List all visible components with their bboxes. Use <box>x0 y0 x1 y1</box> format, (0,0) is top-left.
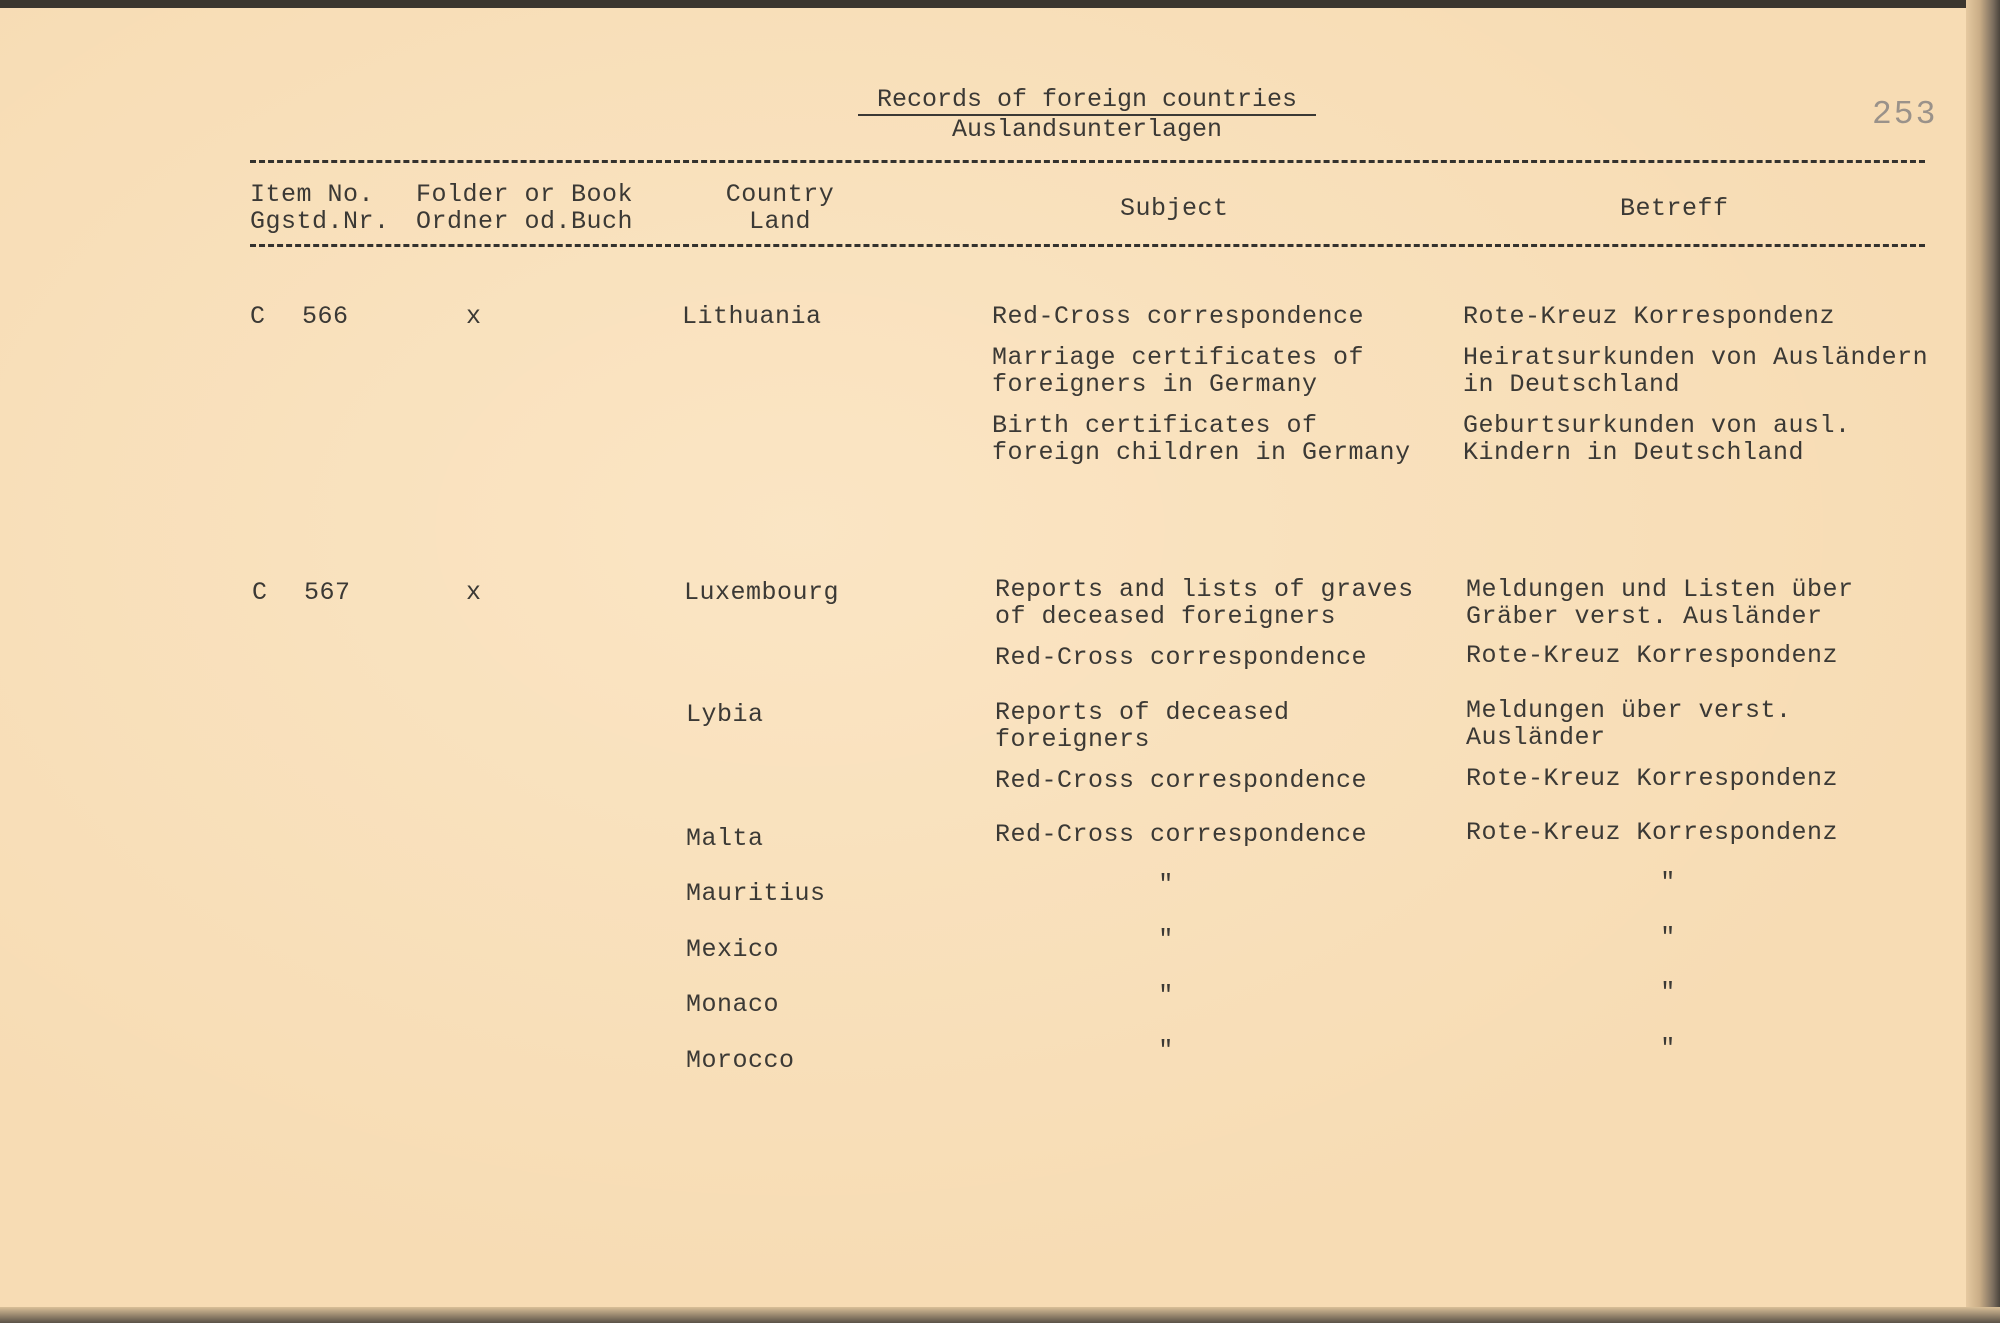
item-prefix: C <box>250 302 266 331</box>
subject-entry: Birth certificates of foreign children in Germany <box>992 411 1411 467</box>
betreff-entry: Meldungen über verst. Ausländer <box>1466 696 1792 752</box>
book-edge-bottom <box>0 1307 2000 1323</box>
country-name: Lithuania <box>682 302 822 331</box>
page-subtitle: Auslandsunterlagen <box>951 115 1223 144</box>
ditto-mark: " <box>1158 1036 1174 1065</box>
folder-mark: x <box>466 302 482 331</box>
col-header-betreff: Betreff <box>1620 194 1729 223</box>
betreff-entry: Meldungen und Listen über Gräber verst. Ausländer <box>1466 575 1854 631</box>
ditto-mark: " <box>1158 870 1174 899</box>
betreff-entry: Heiratsurkunden von Ausländern in Deutschland <box>1463 343 1929 399</box>
country-name: Lybia <box>686 700 764 729</box>
header-rule-top <box>250 160 1925 163</box>
title-block <box>858 86 1316 144</box>
ditto-mark: " <box>1158 925 1174 954</box>
subject-entry: Reports and lists of graves of deceased foreigners <box>995 575 1414 631</box>
subject-entry: Red-Cross correspondence <box>992 302 1365 331</box>
subject-entry: Red-Cross correspondence <box>995 766 1368 795</box>
folder-mark: x <box>466 578 482 607</box>
betreff-entry: Rote-Kreuz Korrespondenz <box>1466 641 1839 670</box>
book-edge-right <box>1966 0 2000 1323</box>
col-header-subject: Subject <box>1120 194 1229 223</box>
item-number: 567 <box>304 578 351 607</box>
ditto-mark: " <box>1660 923 1676 952</box>
country-name: Monaco <box>686 990 780 1019</box>
item-prefix: C <box>252 578 268 607</box>
ditto-mark: " <box>1660 868 1676 897</box>
item-number: 566 <box>302 302 349 331</box>
col-header-folder: Folder or Book Ordner od.Buch <box>416 180 634 236</box>
country-name: Malta <box>686 824 764 853</box>
page-number: 253 <box>1872 96 1938 133</box>
betreff-entry: Rote-Kreuz Korrespondenz <box>1466 818 1839 847</box>
subject-entry: Red-Cross correspondence <box>995 643 1368 672</box>
betreff-entry: Rote-Kreuz Korrespondenz <box>1466 764 1839 793</box>
ditto-mark: " <box>1158 981 1174 1010</box>
col-header-item-no: Item No. Ggstd.Nr. <box>250 180 390 236</box>
ditto-mark: " <box>1660 1034 1676 1063</box>
col-header-country: Country Land <box>725 180 835 236</box>
subject-entry: Marriage certificates of foreigners in Germany <box>992 343 1365 399</box>
betreff-entry: Rote-Kreuz Korrespondenz <box>1463 302 1836 331</box>
header-rule-bottom <box>250 244 1925 247</box>
country-name: Mexico <box>686 935 780 964</box>
country-name: Luxembourg <box>684 578 840 607</box>
subject-entry: Red-Cross correspondence <box>995 820 1368 849</box>
country-name: Morocco <box>686 1046 795 1075</box>
page-title: Records of foreign countries <box>858 86 1316 116</box>
betreff-entry: Geburtsurkunden von ausl. Kindern in Deutschland <box>1463 411 1851 467</box>
ditto-mark: " <box>1660 978 1676 1007</box>
country-name: Mauritius <box>686 879 826 908</box>
subject-entry: Reports of deceased foreigners <box>995 698 1290 754</box>
document-page <box>0 8 2000 1311</box>
